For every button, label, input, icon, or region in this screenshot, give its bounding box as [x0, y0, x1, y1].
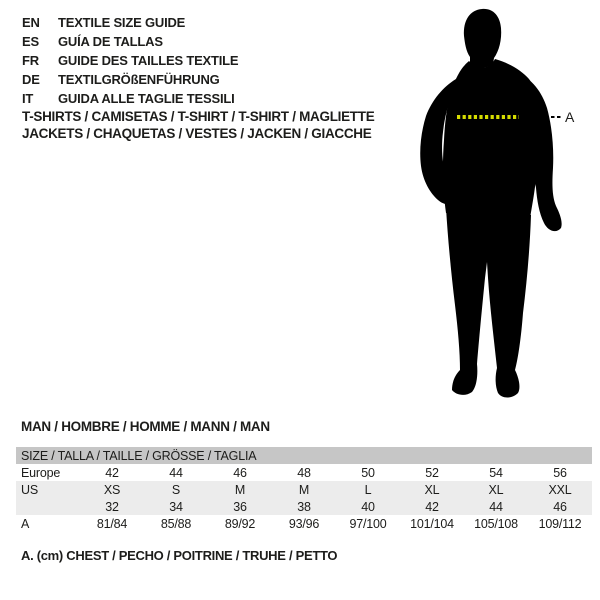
size-cell: 34 — [144, 498, 208, 515]
size-table-header-row — [16, 447, 592, 464]
category-block — [22, 108, 374, 142]
size-cell: 50 — [361, 465, 375, 480]
size-cell: 42 — [105, 465, 119, 480]
row-label: A — [21, 516, 30, 531]
size-cell: 46 — [233, 465, 247, 480]
language-code: IT — [22, 91, 34, 106]
table-row — [16, 498, 592, 515]
size-cell: 56 — [553, 465, 567, 480]
size-cell: 40 — [336, 498, 400, 515]
size-table-header: SIZE / TALLA / TAILLE / GRÖSSE / TAGLIA — [16, 447, 592, 464]
language-label: TEXTILE SIZE GUIDE — [58, 15, 186, 30]
language-label: GUIDA ALLE TAGLIE TESSILI — [58, 91, 235, 106]
language-label: GUIDE DES TAILLES TEXTILE — [58, 53, 239, 68]
size-cell: XS — [80, 481, 144, 498]
size-cell: 101/104 — [410, 516, 454, 531]
size-cell: S — [144, 481, 208, 498]
section-title: MAN / HOMBRE / HOMME / MANN / MAN — [21, 419, 270, 434]
size-cell: 42 — [400, 498, 464, 515]
row-label: Europe — [21, 465, 61, 480]
man-silhouette — [395, 0, 600, 410]
size-cell: 109/112 — [538, 516, 582, 531]
size-cell: 97/100 — [349, 516, 387, 531]
silhouette-legs — [446, 208, 531, 398]
language-row — [22, 32, 238, 51]
size-cell: 105/108 — [474, 516, 518, 531]
size-cell: 54 — [489, 465, 503, 480]
language-label: GUÍA DE TALLAS — [58, 34, 163, 49]
language-code: EN — [22, 15, 40, 30]
size-cell: L — [336, 481, 400, 498]
measure-label: A — [565, 109, 575, 125]
language-code: FR — [22, 53, 39, 68]
language-row — [22, 13, 238, 32]
language-row — [22, 51, 238, 70]
size-cell: XL — [464, 481, 528, 498]
size-table — [16, 447, 592, 532]
language-row — [22, 70, 238, 89]
category-line-tshirts: T-SHIRTS / CAMISETAS / T-SHIRT / T-SHIRT / MAGLIETTE — [22, 109, 375, 124]
size-cell: XXL — [528, 481, 592, 498]
table-row — [16, 481, 592, 498]
size-cell: 32 — [80, 498, 144, 515]
silhouette-head — [464, 9, 501, 68]
size-cell: 93/96 — [288, 516, 320, 531]
size-cell: M — [272, 481, 336, 498]
size-cell: 52 — [425, 465, 439, 480]
size-cell: 81/84 — [96, 516, 128, 531]
size-cell: 48 — [297, 465, 311, 480]
size-cell: 89/92 — [224, 516, 256, 531]
row-label: US — [16, 481, 80, 498]
size-cell: 38 — [272, 498, 336, 515]
language-code: DE — [22, 72, 40, 87]
size-cell: XL — [400, 481, 464, 498]
size-cell: 85/88 — [160, 516, 192, 531]
size-cell: 44 — [464, 498, 528, 515]
language-code: ES — [22, 34, 39, 49]
language-row — [22, 89, 238, 108]
size-cell: 36 — [208, 498, 272, 515]
size-cell: 46 — [528, 498, 592, 515]
measurement-footnote: A. (cm) CHEST / PECHO / POITRINE / TRUHE / PETTO — [21, 548, 338, 563]
language-guide — [22, 13, 238, 108]
size-cell: M — [208, 481, 272, 498]
table-row — [16, 515, 592, 532]
table-row — [16, 464, 592, 481]
category-line-jackets: JACKETS / CHAQUETAS / VESTES / JACKEN / GIACCHE — [22, 126, 372, 141]
size-cell: 44 — [169, 465, 183, 480]
row-label — [16, 498, 80, 515]
language-label: TEXTILGRÖßENFÜHRUNG — [58, 72, 220, 87]
